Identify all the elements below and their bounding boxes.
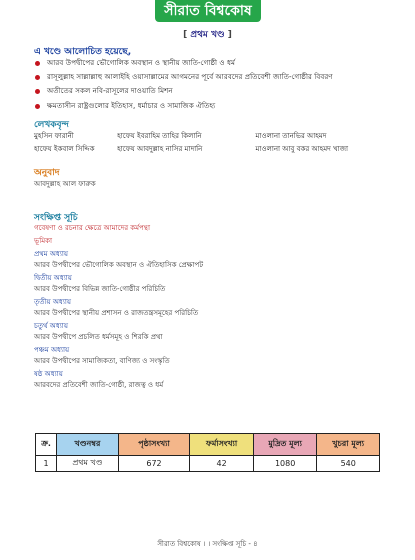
table-cell: 1080 xyxy=(253,456,317,472)
volume-summary-table xyxy=(35,433,380,472)
toc-preface: ভূমিকা xyxy=(34,237,53,245)
col-header: ফর্মাসংখ্যা xyxy=(190,434,254,456)
table-cell: 1 xyxy=(36,456,57,472)
chapter-desc: আরব উপদ্বীপের স্থানীয় প্রশাসন ও রাজতন্ত্রসমূহের পরিচিতি xyxy=(34,309,199,317)
bullet-icon xyxy=(35,89,40,94)
col-header: খুচরা মূল্য xyxy=(317,434,380,456)
table-row xyxy=(36,456,380,472)
writers-heading: লেখকবৃন্দ xyxy=(34,120,69,130)
col-header: পৃষ্ঠাসংখ্যা xyxy=(118,434,190,456)
chapter-desc: আরব উপদ্বীপের সামাজিকতা, বাণিজ্য ও সংস্কৃতি xyxy=(34,357,170,365)
table-cell: 42 xyxy=(190,456,254,472)
page-title: সীরাত বিশ্বকোষ xyxy=(155,0,261,22)
toc-research: গবেষণা ও রচনার ক্ষেত্রে আমাদের কর্মপন্থা xyxy=(34,224,150,232)
writers-row xyxy=(34,130,394,143)
page-footer: সীরাত বিশ্বকোষ । । সংক্ষিপ্ত সূচি - ৪ xyxy=(157,540,258,548)
writers-row xyxy=(34,143,394,156)
chapter-label: পঞ্চম অধ্যায় xyxy=(34,346,70,354)
writer-name: হাফেয ইবরাহিম তাহির কিলানি xyxy=(117,132,202,140)
discussed-heading: এ খণ্ডে আলোচিত হয়েছে, xyxy=(34,47,132,57)
writer-name: হাফেয আবদুল্লাহ নাসির মাদানি xyxy=(117,145,203,153)
chapter-desc: আরব উপদ্বীপের ভৌগোলিক অবস্থান ও ঐতিহাসিক প্রেক্ষাপট xyxy=(34,261,204,269)
translator-name: আবদুল্লাহ আল ফারুক xyxy=(34,180,96,188)
chapter-label: দ্বিতীয় অধ্যায় xyxy=(34,274,72,282)
list-item: অতীতের সকল নবি-রাসূলের দাওয়াতি মিশন xyxy=(34,84,333,98)
chapter-desc: আরব উপদ্বীপে প্রচলিত ধর্মসমূহ ও শিরকি প্রথা xyxy=(34,333,163,341)
table-header-row xyxy=(36,434,380,456)
writers-table xyxy=(34,130,394,156)
chapter-label: চতুর্থ অধ্যায় xyxy=(34,322,68,330)
list-item: ক্ষমতাসীন রাষ্ট্রগুলোর ইতিহাস, ধর্মাচার ও সামাজিক ঐতিহ্য xyxy=(34,99,333,113)
chapter-desc: আরব উপদ্বীপের বিভিন্ন জাতি-গোষ্ঠীর পরিচিতি xyxy=(34,285,166,293)
col-header: ক্র. xyxy=(36,434,57,456)
col-header: মুদ্রিত মূল্য xyxy=(253,434,317,456)
writer-name: হাফেয ইকবাল সিদ্দিক xyxy=(34,145,95,153)
writer-name: মুহসিন ফারানী xyxy=(34,132,74,140)
table-cell: 672 xyxy=(118,456,190,472)
translation-heading: অনুবাদ xyxy=(34,168,60,178)
chapter-desc: আরবদের প্রতিবেশী জাতি-গোষ্ঠী, রাজত্ব ও ধর্ম xyxy=(34,381,164,389)
discussed-list xyxy=(34,56,333,113)
col-header: খণ্ডনম্বর xyxy=(57,434,119,456)
chapter-label: তৃতীয় অধ্যায় xyxy=(34,298,72,306)
chapter-label: ষষ্ঠ অধ্যায় xyxy=(34,370,63,378)
bullet-icon xyxy=(35,61,40,66)
toc-heading: সংক্ষিপ্ত সূচি xyxy=(34,213,78,223)
volume-label: প্রথম খণ্ড xyxy=(190,30,225,40)
list-item: রাসূলুল্লাহ সাল্লাল্লাহু আলাইহি ওয়াসাল্লামের আগমনের পূর্বে আরবদের প্রতিবেশী জাতি-গোষ্ঠীর বিবরণ xyxy=(34,70,333,84)
bullet-icon xyxy=(35,75,40,80)
volume-subtitle: [ প্রথম খণ্ড ] xyxy=(183,30,232,40)
list-item: আরব উপদ্বীপের ভৌগোলিক অবস্থান ও স্থানীয় জাতি-গোষ্ঠী ও ধর্ম xyxy=(34,56,333,70)
table-cell: প্রথম খণ্ড xyxy=(57,456,119,472)
table-cell: 540 xyxy=(317,456,380,472)
bullet-icon xyxy=(35,104,40,109)
writer-name: মাওলানা আবু বকর আহমদ খাজা xyxy=(255,145,349,153)
writer-name: মাওলানা তানভির আহমদ xyxy=(255,132,327,140)
chapter-label: প্রথম অধ্যায় xyxy=(34,250,69,258)
toc-list xyxy=(34,223,394,391)
